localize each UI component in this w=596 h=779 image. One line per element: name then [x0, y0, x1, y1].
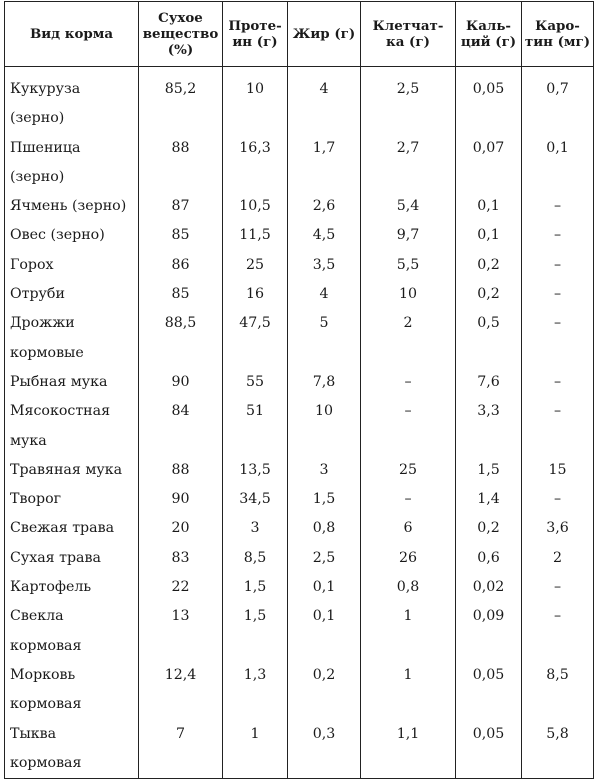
fiber-cell: 26 — [361, 544, 456, 573]
carotene-cell: – — [522, 368, 594, 397]
feed-name-line: Ячмень (зерно) — [10, 198, 127, 215]
fiber-cell: – — [361, 368, 456, 397]
dry-matter-cell: 84 — [139, 397, 223, 456]
feed-name-cell — [5, 661, 139, 720]
calcium-cell: 0,2 — [456, 251, 522, 280]
carotene-cell: 8,5 — [522, 661, 594, 720]
fat-cell: 0,1 — [288, 573, 361, 602]
carotene-cell: – — [522, 251, 594, 280]
column-header-line: Вид корма — [29, 26, 114, 42]
column-header-feed-type — [5, 2, 139, 67]
feed-name-line: Творог — [10, 491, 62, 508]
column-header-line: Проте- — [228, 18, 282, 34]
column-header-line: ка (г) — [386, 34, 430, 50]
feed-name-line: Морковь — [10, 666, 76, 683]
dry-matter-cell: 88 — [139, 456, 223, 485]
table-row — [5, 573, 594, 602]
dry-matter-cell: 13 — [139, 602, 223, 661]
protein-cell: 51 — [223, 397, 288, 456]
feed-name-cell — [5, 456, 139, 485]
fiber-cell: 9,7 — [361, 221, 456, 250]
protein-cell: 25 — [223, 251, 288, 280]
dry-matter-cell: 88 — [139, 134, 223, 193]
dry-matter-cell: 7 — [139, 720, 223, 779]
fat-cell: 3 — [288, 456, 361, 485]
feed-name-line: кормовая — [10, 637, 82, 654]
protein-cell: 11,5 — [223, 221, 288, 250]
fiber-cell: 1 — [361, 602, 456, 661]
fat-cell: 0,8 — [288, 514, 361, 543]
table-row — [5, 720, 594, 779]
dry-matter-cell: 86 — [139, 251, 223, 280]
calcium-cell: 7,6 — [456, 368, 522, 397]
table-row — [5, 251, 594, 280]
dry-matter-cell: 85,2 — [139, 67, 223, 134]
feed-name-cell — [5, 67, 139, 134]
calcium-cell: 3,3 — [456, 397, 522, 456]
feed-name-line: Рыбная мука — [10, 373, 108, 390]
dry-matter-cell: 87 — [139, 192, 223, 221]
protein-cell: 1 — [223, 720, 288, 779]
calcium-cell: 0,2 — [456, 514, 522, 543]
dry-matter-cell: 85 — [139, 221, 223, 250]
fiber-cell: 5,5 — [361, 251, 456, 280]
column-header-fiber — [361, 2, 456, 67]
column-header-line: ций (г) — [460, 34, 517, 50]
fat-cell: 0,3 — [288, 720, 361, 779]
protein-cell: 16,3 — [223, 134, 288, 193]
fat-cell: 0,2 — [288, 661, 361, 720]
fat-cell: 4 — [288, 67, 361, 134]
feed-name-cell — [5, 368, 139, 397]
table-row — [5, 67, 594, 134]
fat-cell: 4 — [288, 280, 361, 309]
feed-name-line: (зерно) — [10, 168, 65, 185]
table-row — [5, 485, 594, 514]
fiber-cell: 6 — [361, 514, 456, 543]
calcium-cell: 0,1 — [456, 221, 522, 250]
column-header-calcium — [456, 2, 522, 67]
calcium-cell: 0,09 — [456, 602, 522, 661]
feed-name-cell — [5, 134, 139, 193]
feed-name-line: Травяная мука — [10, 461, 123, 478]
feed-name-line: Тыква — [10, 725, 57, 742]
table-header — [5, 2, 594, 67]
calcium-cell: 1,5 — [456, 456, 522, 485]
fiber-cell: 2 — [361, 309, 456, 368]
table-row — [5, 134, 594, 193]
feed-name-cell — [5, 602, 139, 661]
dry-matter-cell: 90 — [139, 368, 223, 397]
fiber-cell: – — [361, 397, 456, 456]
protein-cell: 47,5 — [223, 309, 288, 368]
carotene-cell: 15 — [522, 456, 594, 485]
fat-cell: 7,8 — [288, 368, 361, 397]
column-header-line: Клетчат- — [372, 18, 444, 34]
feed-composition-table — [4, 1, 594, 779]
column-header-line: Жир (г) — [292, 26, 356, 42]
feed-name-line: Мясокостная — [10, 403, 111, 420]
feed-name-cell — [5, 397, 139, 456]
column-header-line: ин (г) — [232, 34, 278, 50]
calcium-cell: 0,05 — [456, 720, 522, 779]
dry-matter-cell: 90 — [139, 485, 223, 514]
feed-name-line: (зерно) — [10, 110, 65, 127]
protein-cell: 1,5 — [223, 602, 288, 661]
fat-cell: 1,5 — [288, 485, 361, 514]
table-row — [5, 602, 594, 661]
dry-matter-cell: 88,5 — [139, 309, 223, 368]
carotene-cell: – — [522, 602, 594, 661]
protein-cell: 55 — [223, 368, 288, 397]
column-header-line: Каль- — [466, 18, 511, 34]
column-header-line: Сухое — [158, 10, 203, 26]
feed-name-cell — [5, 544, 139, 573]
fiber-cell: 10 — [361, 280, 456, 309]
fat-cell: 3,5 — [288, 251, 361, 280]
calcium-cell: 0,2 — [456, 280, 522, 309]
dry-matter-cell: 12,4 — [139, 661, 223, 720]
feed-name-line: Пшеница — [10, 139, 81, 156]
table-row — [5, 280, 594, 309]
protein-cell: 13,5 — [223, 456, 288, 485]
feed-name-line: Дрожжи — [10, 315, 75, 332]
carotene-cell: 0,1 — [522, 134, 594, 193]
protein-cell: 8,5 — [223, 544, 288, 573]
carotene-cell: 5,8 — [522, 720, 594, 779]
carotene-cell: 0,7 — [522, 67, 594, 134]
protein-cell: 10 — [223, 67, 288, 134]
column-header-carotene — [522, 2, 594, 67]
fat-cell: 2,6 — [288, 192, 361, 221]
protein-cell: 16 — [223, 280, 288, 309]
protein-cell: 10,5 — [223, 192, 288, 221]
fiber-cell: 2,7 — [361, 134, 456, 193]
table-row — [5, 514, 594, 543]
feed-name-line: Горох — [10, 256, 54, 273]
table-row — [5, 661, 594, 720]
feed-name-cell — [5, 485, 139, 514]
feed-name-line: Сухая трава — [10, 549, 101, 566]
calcium-cell: 0,02 — [456, 573, 522, 602]
calcium-cell: 0,1 — [456, 192, 522, 221]
fiber-cell: 1,1 — [361, 720, 456, 779]
fiber-cell: 0,8 — [361, 573, 456, 602]
fiber-cell: 5,4 — [361, 192, 456, 221]
column-header-dry-matter — [139, 2, 223, 67]
feed-name-line: мука — [10, 432, 47, 449]
carotene-cell: – — [522, 309, 594, 368]
calcium-cell: 0,05 — [456, 661, 522, 720]
carotene-cell: – — [522, 573, 594, 602]
feed-name-cell — [5, 309, 139, 368]
feed-name-cell — [5, 514, 139, 543]
feed-name-cell — [5, 720, 139, 779]
feed-name-cell — [5, 251, 139, 280]
calcium-cell: 0,5 — [456, 309, 522, 368]
column-header-line: вещество — [142, 26, 219, 42]
column-header-line: (%) — [167, 42, 194, 58]
column-header-line: тин (мг) — [524, 34, 591, 50]
fat-cell: 10 — [288, 397, 361, 456]
table-row — [5, 221, 594, 250]
fiber-cell: 25 — [361, 456, 456, 485]
carotene-cell: – — [522, 485, 594, 514]
feed-name-line: Картофель — [10, 579, 92, 596]
feed-name-line: кормовая — [10, 754, 82, 771]
feed-name-cell — [5, 280, 139, 309]
dry-matter-cell: 20 — [139, 514, 223, 543]
table-body — [5, 67, 594, 779]
calcium-cell: 1,4 — [456, 485, 522, 514]
carotene-cell: – — [522, 221, 594, 250]
column-header-line: Каро- — [535, 18, 580, 34]
fat-cell: 0,1 — [288, 602, 361, 661]
feed-name-line: Отруби — [10, 286, 65, 303]
protein-cell: 1,5 — [223, 573, 288, 602]
column-header-protein — [223, 2, 288, 67]
table-row — [5, 309, 594, 368]
feed-name-line: Свежая трава — [10, 520, 115, 537]
feed-name-line: Овес (зерно) — [10, 227, 105, 244]
table-row — [5, 368, 594, 397]
feed-table-container — [4, 1, 593, 779]
carotene-cell: – — [522, 280, 594, 309]
fat-cell: 2,5 — [288, 544, 361, 573]
protein-cell: 34,5 — [223, 485, 288, 514]
carotene-cell: 3,6 — [522, 514, 594, 543]
dry-matter-cell: 22 — [139, 573, 223, 602]
header-row — [5, 2, 594, 67]
fiber-cell: 2,5 — [361, 67, 456, 134]
table-row — [5, 456, 594, 485]
fat-cell: 4,5 — [288, 221, 361, 250]
feed-name-line: Кукуруза — [10, 81, 81, 97]
dry-matter-cell: 83 — [139, 544, 223, 573]
calcium-cell: 0,07 — [456, 134, 522, 193]
feed-name-cell — [5, 221, 139, 250]
feed-name-cell — [5, 573, 139, 602]
protein-cell: 3 — [223, 514, 288, 543]
fat-cell: 5 — [288, 309, 361, 368]
fiber-cell: 1 — [361, 661, 456, 720]
column-header-fat — [288, 2, 361, 67]
carotene-cell: – — [522, 192, 594, 221]
table-row — [5, 397, 594, 456]
fat-cell: 1,7 — [288, 134, 361, 193]
table-row — [5, 544, 594, 573]
feed-name-line: кормовая — [10, 696, 82, 713]
table-row — [5, 192, 594, 221]
carotene-cell: 2 — [522, 544, 594, 573]
calcium-cell: 0,05 — [456, 67, 522, 134]
protein-cell: 1,3 — [223, 661, 288, 720]
feed-name-line: кормовые — [10, 344, 84, 361]
carotene-cell: – — [522, 397, 594, 456]
calcium-cell: 0,6 — [456, 544, 522, 573]
feed-name-line: Свекла — [10, 608, 64, 625]
dry-matter-cell: 85 — [139, 280, 223, 309]
feed-name-cell — [5, 192, 139, 221]
fiber-cell: – — [361, 485, 456, 514]
